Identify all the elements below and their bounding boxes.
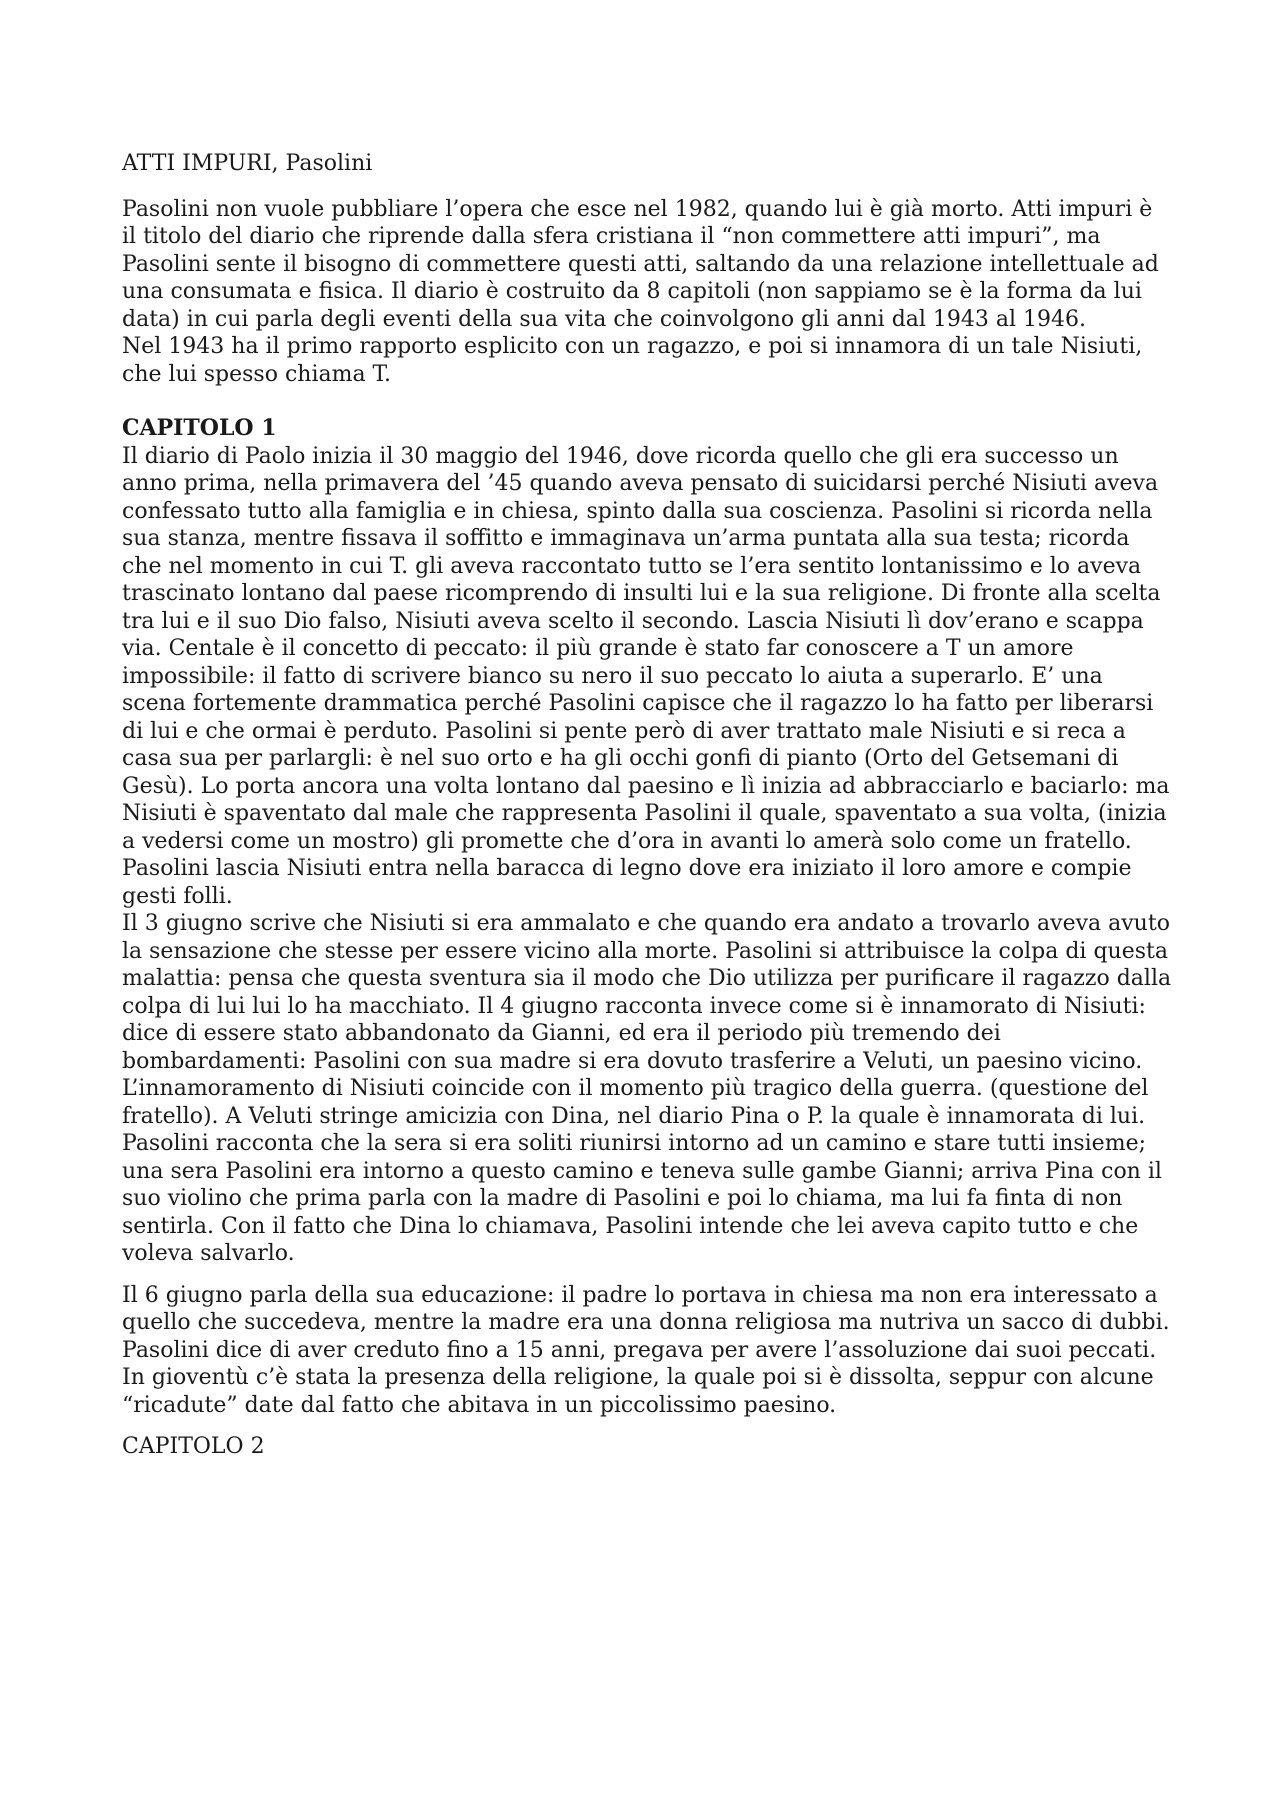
intro-paragraph-2: Nel 1943 ha il primo rapporto esplicito con un ragazzo, e poi si innamora di un tale Nisiuti, che lui spesso chiama T. [122, 334, 1143, 387]
chapter-1-paragraph-2: Il 3 giugno scrive che Nisiuti si era ammalato e che quando era andato a trovarlo aveva avuto la sensazione che stesse per essere vicino alla morte. Pasolini si attribuisce la colpa di questa malattia: pensa che questa sventura sia il modo che Dio utilizza per purificare il ragazzo dalla colpa di lui lui lo ha macchiato. Il 4 giugno racconta invece come si è innamorato di Nisiuti: dice di essere stato abbandonato da Gianni, ed era il periodo più tremendo dei bombardamenti: Pasolini con sua madre si era dovuto trasferire a Veluti, un paesino vicino. L’innamoramento di Nisiuti coincide con il momento più tragico della guerra. (questione del fratello). A Veluti stringe amicizia con Dina, nel diario Pina o P. la quale è innamorata di lui. Pasolini racconta che la sera si era soliti riunirsi intorno ad un camino e stare tutti insieme; una sera Pasolini era intorno a questo camino e teneva sulle gambe Gianni; arriva Pina con il suo violino che prima parla con la madre di Pasolini e poi lo chiama, ma lui fa finta di non sentirla. Con il fatto che Dina lo chiamava, Pasolini intende che lei aveva capito tutto e che voleva salvarlo. [122, 911, 1172, 1266]
chapter-1-paragraph-1: Il diario di Paolo inizia il 30 maggio del 1946, dove ricorda quello che gli era successo un anno prima, nella primavera del ’45 quando aveva pensato di suicidarsi perché Nisiuti aveva confessato tutto alla famiglia e in chiesa, spinto dalla sua coscienza. Pasolini si ricorda nella sua stanza, mentre fissava il soffitto e immaginava un’arma puntata alla sua testa; ricorda che nel momento in cui T. gli aveva raccontato tutto se l’era sentito lontanissimo e lo aveva trascinato lontano dal paese ricomprendo di insulti lui e la sua religione. Di fronte alla scelta tra lui e il suo Dio falso, Nisiuti aveva scelto il secondo. Lascia Nisiuti lì dov’erano e scappa via. Centale è il concetto di peccato: il più grande è stato far conoscere a T un amore impossibile: il fatto di scrivere bianco su nero il suo peccato lo aiuta a superarlo. E’ una scena fortemente drammatica perché Pasolini capisce che il ragazzo lo ha fatto per liberarsi di lui e che ormai è perduto. Pasolini si pente però di aver trattato male Nisiuti e si reca a casa sua per parlargli: è nel suo orto e ha gli occhi gonfi di pianto (Orto del Getsemani di Gesù). Lo porta ancora una volta lontano dal paesino e lì inizia ad abbracciarlo e baciarlo: ma Nisiuti è spaventato dal male che rappresenta Pasolini il quale, spaventato a sua volta, (inizia a vedersi come un mostro) gli promette che d’ora in avanti lo amerà solo come un fratello. Pasolini lascia Nisiuti entra nella baracca di legno dove era iniziato il loro amore e compie gesti folli. [122, 443, 1170, 909]
chapter-2-heading: CAPITOLO 2 [122, 1434, 265, 1459]
document-title: ATTI IMPURI, Pasolini [122, 151, 373, 176]
chapter-1-heading: CAPITOLO 1 [122, 415, 277, 441]
spacer [122, 1268, 1172, 1282]
intro-paragraph-1: Pasolini non vuole pubbliare l’opera che esce nel 1982, quando lui è già morto. Atti impuri è il titolo del diario che riprende dalla sfera cristiana il “non commettere atti impuri”, ma Pasolini sente il bisogno di commettere questi atti, saltando da una relazione intellettuale ad una consumata e fisica. Il diario è costruito da 8 capitoli (non sappiamo se è la forma da lui data) in cui parla degli eventi della sua vita che coinvolgono gli anni dal 1943 al 1946. [122, 196, 1159, 332]
spacer [122, 388, 1172, 415]
document-body [122, 150, 1172, 1461]
chapter-1-paragraph-3: Il 6 giugno parla della sua educazione: il padre lo portava in chiesa ma non era interessato a quello che succedeva, mentre la madre era una donna religiosa ma nutriva un sacco di dubbi. Pasolini dice di aver creduto fino a 15 anni, pregava per avere l’assoluzione dai suoi peccati. In gioventù c’è stata la presenza della religione, la quale poi si è dissolta, seppur con alcune “ricadute” date dal fatto che abitava in un piccolissimo paesino. [122, 1282, 1170, 1418]
spacer [122, 1419, 1172, 1433]
